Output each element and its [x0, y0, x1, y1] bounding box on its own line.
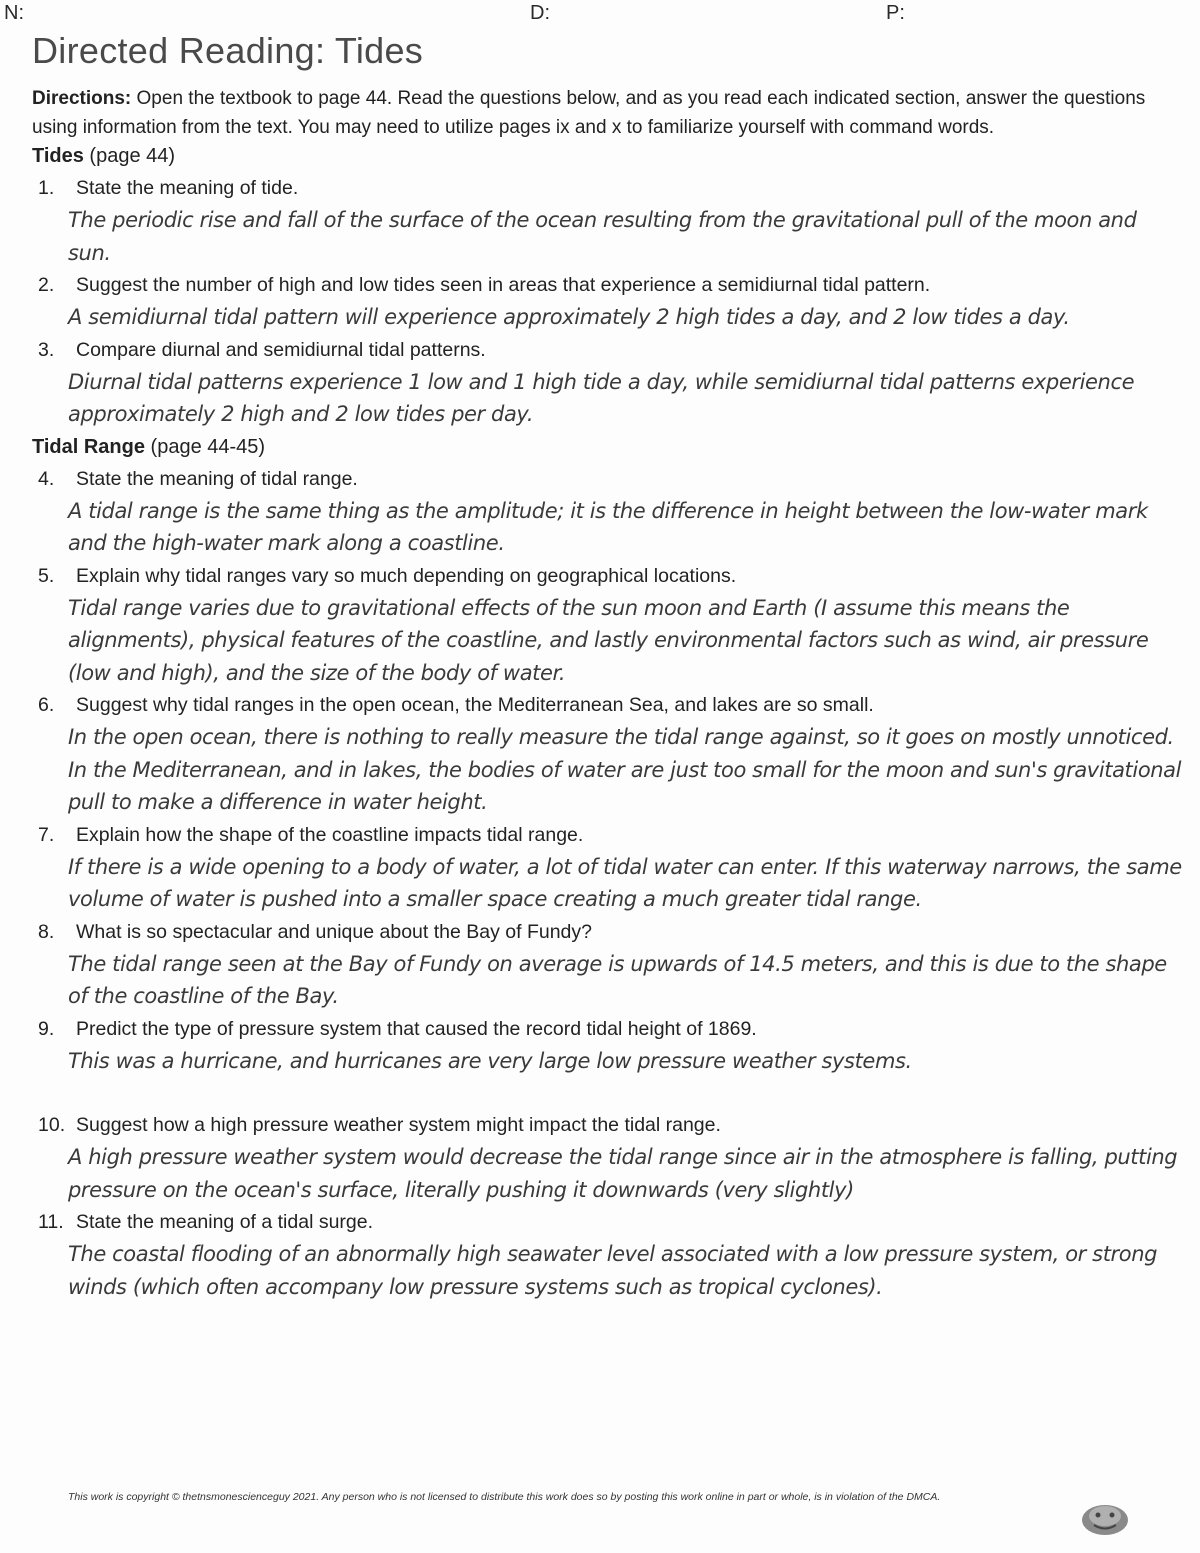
answer-text: In the open ocean, there is nothing to really measure the tidal range against, so it goes on mostly unnoticed. In the Mediterranean, and in lakes, the bodies of water are just too small for the moon and sun's gravitational pull to make a difference in water height.	[68, 725, 1182, 814]
question-text: What is so spectacular and unique about the Bay of Fundy?	[76, 920, 592, 943]
author-logo-icon	[1080, 1498, 1130, 1538]
question-number: 10.	[38, 1114, 66, 1136]
answer-text: A tidal range is the same thing as the amplitude; it is the difference in height between the low-water mark and the high-water mark along a coastline.	[68, 498, 1148, 555]
blank-gap	[32, 1077, 1182, 1109]
question-text: Suggest how a high pressure weather system might impact the tidal range.	[76, 1114, 721, 1136]
question-item	[32, 334, 1182, 431]
question-number: 11.	[38, 1211, 64, 1233]
question-text: State the meaning of tide.	[76, 177, 299, 199]
period-label: P:	[886, 2, 905, 24]
copyright-footer: This work is copyright © thetnsmonescienceguy 2021. Any person who is not licensed to distribute this work does so by posting this work online in part or whole, is in violation of the DMCA.	[68, 1491, 941, 1503]
question-item	[32, 269, 1182, 334]
answer-text: The tidal range seen at the Bay of Fundy on average is upwards of 14.5 meters, and this is due to the shape of the coastline of the Bay.	[68, 951, 1167, 1008]
question-text: Compare diurnal and semidiurnal tidal patterns.	[76, 338, 486, 361]
question-text: State the meaning of a tidal surge.	[76, 1211, 374, 1233]
question-text: Suggest why tidal ranges in the open ocean, the Mediterranean Sea, and lakes are so small.	[76, 694, 874, 716]
question-item	[32, 560, 1182, 690]
answer-text: A high pressure weather system would decrease the tidal range since air in the atmosphere is falling, putting pressure on the ocean's surface, literally pushing it downwards (very slightly)	[68, 1145, 1178, 1202]
question-number: 4.	[38, 467, 55, 490]
answer-text: The periodic rise and fall of the surface of the ocean resulting from the gravitational pull of the moon and sun.	[68, 208, 1137, 265]
section-pages: (page 44-45)	[145, 435, 266, 458]
question-number: 8.	[38, 920, 55, 943]
directions-text: Open the textbook to page 44. Read the questions below, and as you read each indicated section, answer the questions using information from the text. You may need to utilize pages ix and x to familiarize yourself with command words.	[32, 88, 1146, 138]
section-title: Tides	[32, 145, 84, 167]
question-item	[32, 463, 1182, 560]
question-item	[32, 1013, 1182, 1078]
question-item	[32, 1109, 1182, 1206]
question-item	[32, 916, 1182, 1013]
question-number: 1.	[38, 177, 55, 199]
answer-text: The coastal flooding of an abnormally high seawater level associated with a low pressure system, or strong winds (which often accompany low pressure systems such as tropical cyclones).	[68, 1242, 1158, 1299]
answer-text: If there is a wide opening to a body of water, a lot of tidal water can enter. If this waterway narrows, the same volume of water is pushed into a smaller space creating a much greater tidal range.	[68, 854, 1182, 911]
answer-text: This was a hurricane, and hurricanes are very large low pressure weather systems.	[68, 1048, 912, 1073]
question-item	[32, 172, 1182, 269]
section-heading-tidal-range	[32, 431, 1182, 463]
question-number: 3.	[38, 338, 55, 361]
question-number: 9.	[38, 1017, 55, 1040]
section-title: Tidal Range	[32, 435, 145, 458]
section-heading-tides	[32, 140, 1182, 172]
question-item	[32, 1206, 1182, 1303]
name-label: N:	[4, 2, 24, 24]
question-number: 2.	[38, 274, 55, 296]
answer-text: Tidal range varies due to gravitational effects of the sun moon and Earth (I assume this means the alignments), physical features of the coastline, and lastly environmental factors such as wind, air pressure (low and high), and the size of the body of water.	[68, 595, 1149, 685]
answer-text: A semidiurnal tidal pattern will experience approximately 2 high tides a day, and 2 low tides a day.	[68, 305, 1070, 329]
section-pages: (page 44)	[83, 145, 176, 167]
directions-label: Directions:	[32, 88, 132, 109]
question-item	[32, 689, 1182, 819]
question-text: Explain why tidal ranges vary so much depending on geographical locations.	[76, 564, 737, 587]
questions-content	[32, 140, 1182, 1303]
question-item	[32, 819, 1182, 916]
question-number: 6.	[38, 694, 55, 716]
question-text: Predict the type of pressure system that caused the record tidal height of 1869.	[76, 1017, 757, 1040]
question-text: Explain how the shape of the coastline impacts tidal range.	[76, 823, 584, 846]
directions	[32, 84, 1182, 142]
question-text: State the meaning of tidal range.	[76, 467, 358, 490]
answer-text: Diurnal tidal patterns experience 1 low and 1 high tide a day, while semidiurnal tidal patterns experience approximately 2 high and 2 low tides per day.	[68, 369, 1135, 426]
question-number: 5.	[38, 564, 55, 587]
question-number: 7.	[38, 823, 55, 846]
page-title: Directed Reading: Tides	[32, 30, 424, 71]
date-label: D:	[530, 2, 550, 24]
question-text: Suggest the number of high and low tides seen in areas that experience a semidiurnal tidal pattern.	[76, 274, 931, 296]
